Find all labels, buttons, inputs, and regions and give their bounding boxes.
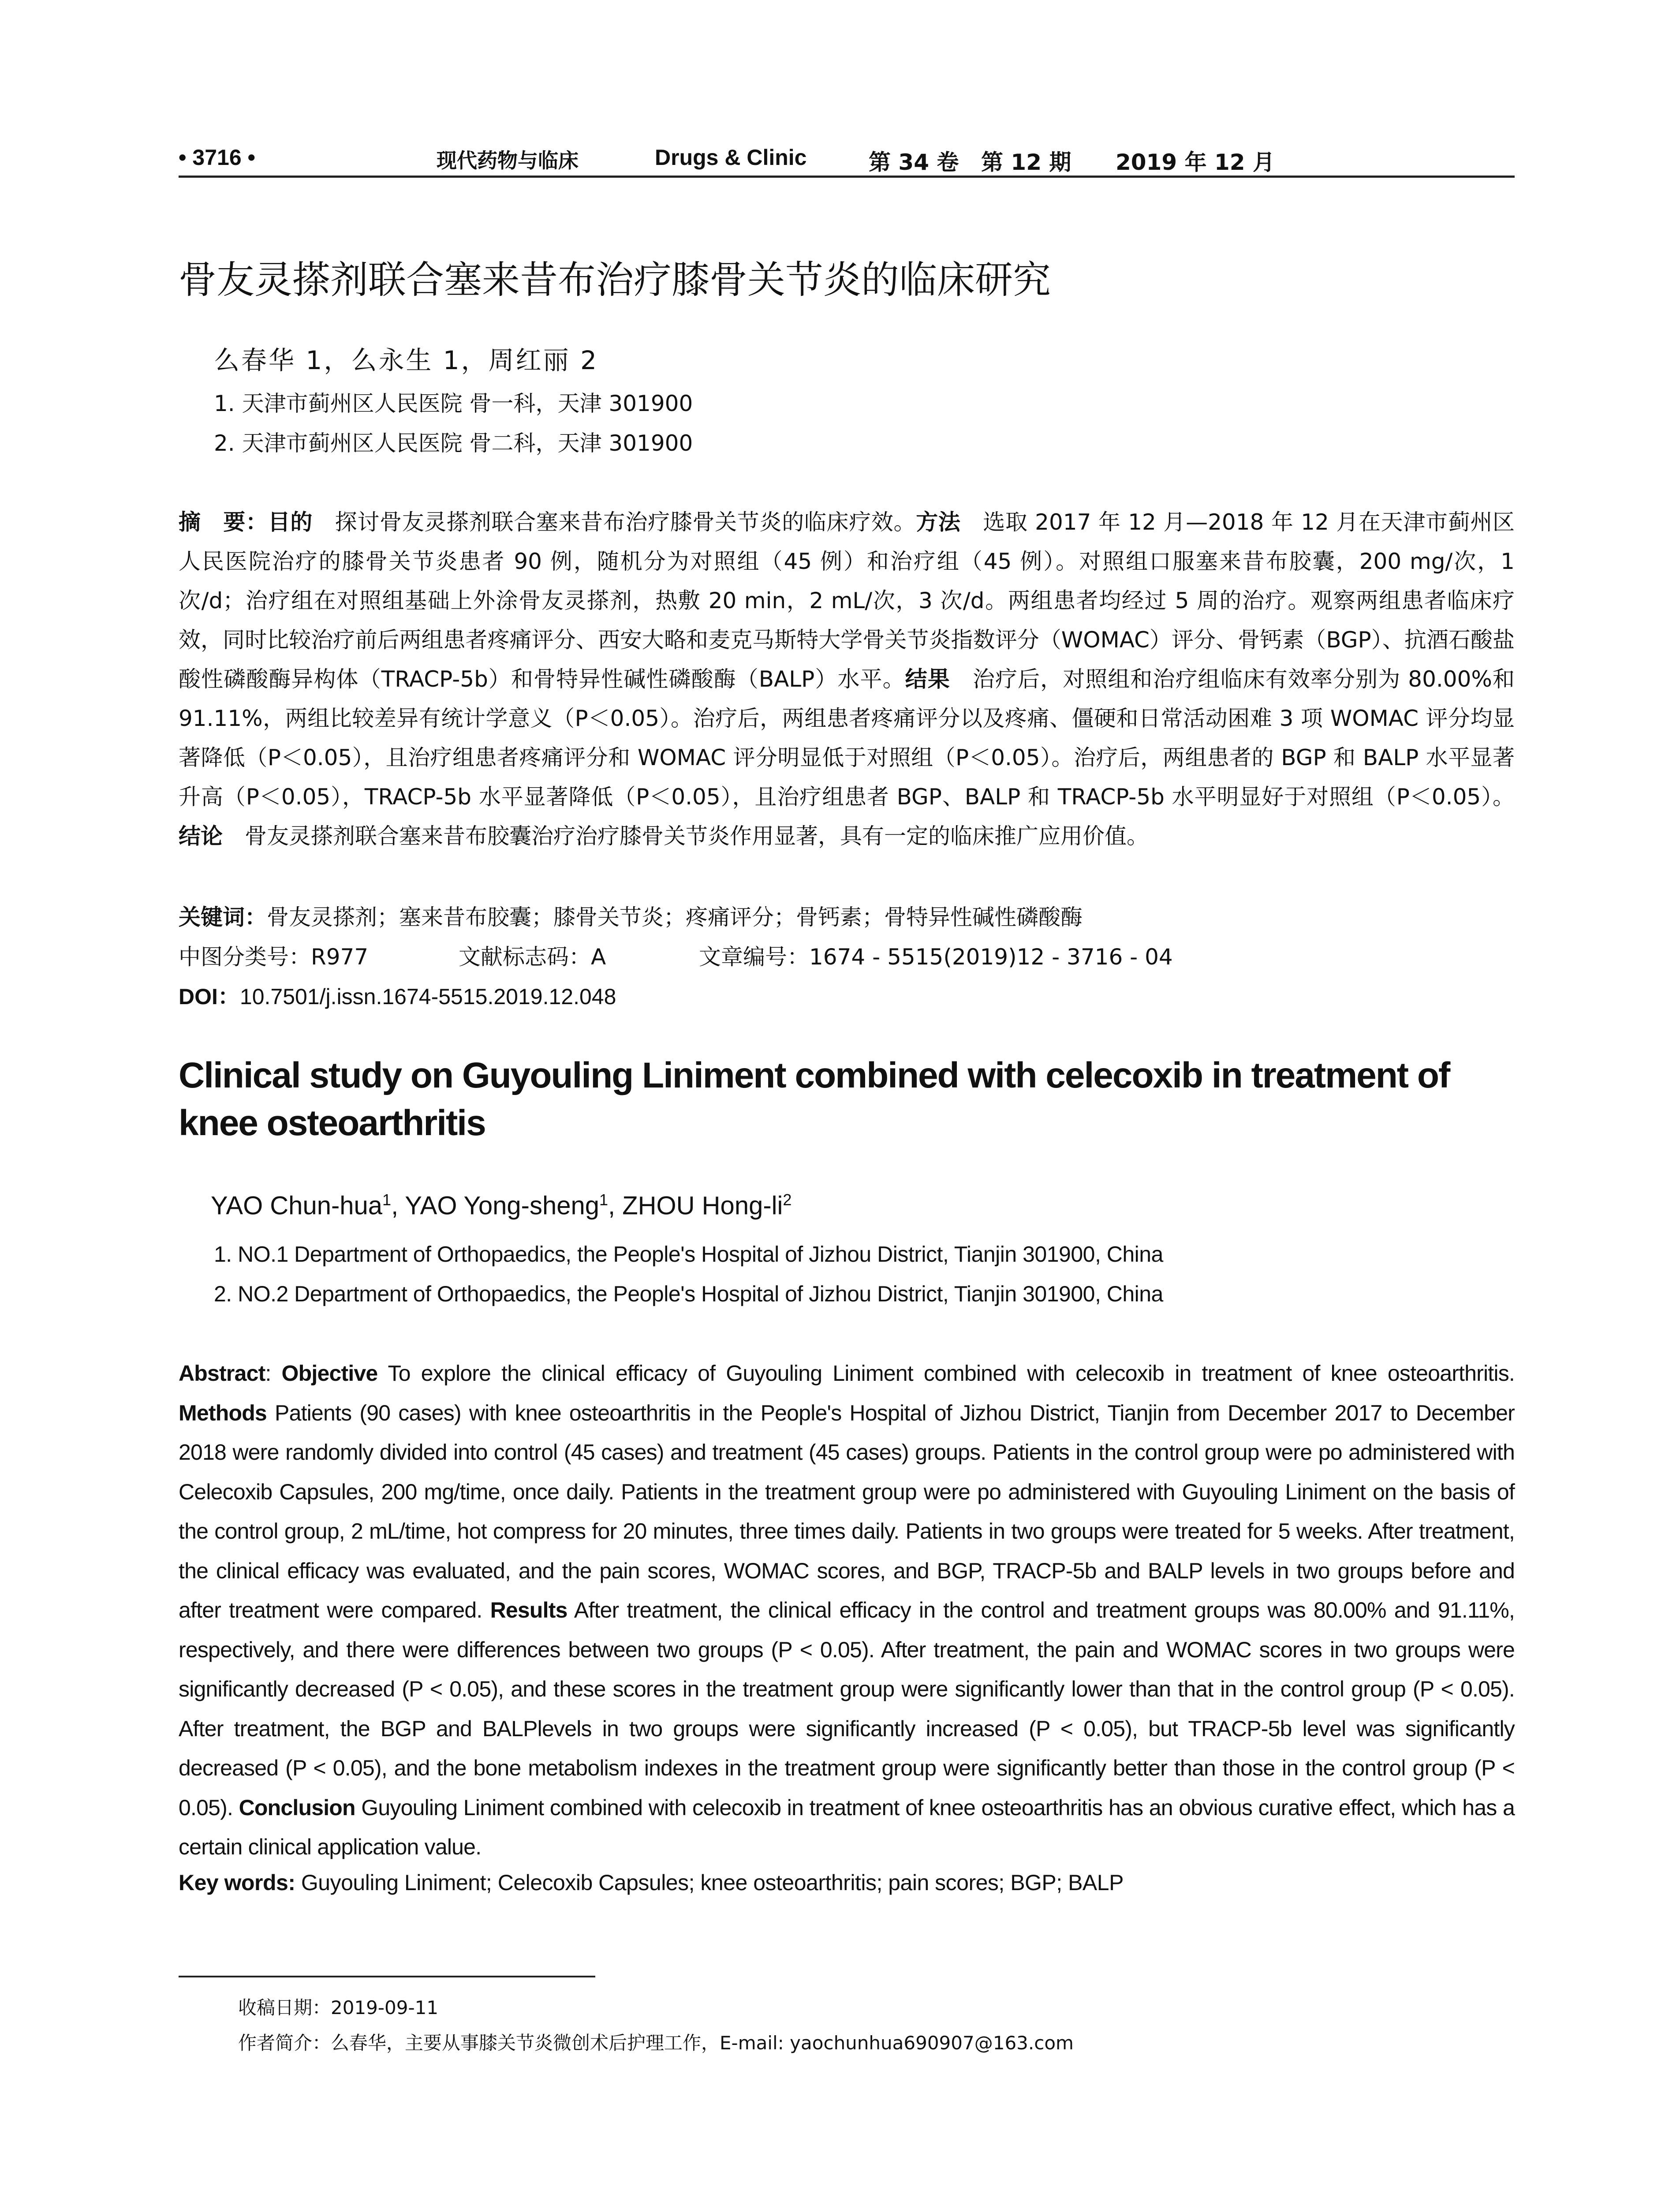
cn-title: 骨友灵搽剂联合塞来昔布治疗膝骨关节炎的临床研究 <box>179 258 1051 302</box>
en-abstract-label: Abstract <box>179 1361 265 1386</box>
en-objective: To explore the clinical efficacy of Guyouling Liniment combined with celecoxib in treatment of knee osteoarthritis. <box>377 1361 1515 1386</box>
cn-keywords-line <box>179 900 1083 931</box>
cn-affiliation-2: 2. 天津市蓟州区人民医院 骨二科，天津 301900 <box>214 430 693 456</box>
en-authors: YAO Chun-hua$^1$, YAO Yong-sheng$^1$, ZHOU Hong-$li^2$ <box>211 1191 792 1220</box>
cn-keywords: 骨友灵搽剂；塞来昔布胶囊；膝骨关节炎；疼痛评分；骨钙素；骨特异性碱性磷酸酶 <box>267 904 1083 930</box>
en-keywords-line <box>179 1870 1124 1895</box>
received-date: 收稿日期：2019-09-11 <box>238 1997 439 2018</box>
en-methods: Patients (90 cases) with knee osteoarthritis in the People's Hospital of Jizhou District, Tianjin from December 2017 to December 2018 were randomly divided into control (45 cases) and treatment (45 cases) groups. Patients in the control group were po administered with Celecoxib Capsules, 200 mg/time, once daily. Patients in the treatment group were po administered with Guyouling Liniment on the basis of the control group, 2 mL/time, hot compress for 20 minutes, three times daily. Patients in two groups were treated for 5 weeks. After treatment, the clinical efficacy was evaluated, and the pain scores, WOMAC scores, and BGP, TRACP-5b and BALP levels in two groups before and after treatment were compared. <box>179 1400 1515 1622</box>
cn-affiliation-1: 1. 天津市蓟州区人民医院 骨一科，天津 301900 <box>214 391 693 416</box>
cn-conclusion-label: 结论 <box>179 823 223 849</box>
cn-conclusion: 骨友灵搽剂联合塞来昔布胶囊治疗治疗膝骨关节炎作用显著，具有一定的临床推广应用价值。 <box>223 823 1149 849</box>
en-objective-label: Objective <box>281 1361 378 1386</box>
cn-objective: 探讨骨友灵搽剂联合塞来昔布治疗膝骨关节炎的临床疗效。 <box>313 509 916 535</box>
doi-label: DOI： <box>179 984 240 1009</box>
document-code: 文献标志码：A <box>459 944 606 970</box>
publication-date: 2019 年 12 月 <box>1116 149 1275 175</box>
en-abstract: Abstract: Objective To explore the clinical efficacy of Guyouling Liniment combined with celecoxib in treatment of knee osteoarthritis. Methods Patients (90 cases) with knee osteoarthritis in the People's Hospital of Jizhou District, Tianjin from December 2017 to December 2018 were randomly divided into control (45 cases) and treatment (45 cases) groups. Patients in the control group were po administered with Celecoxib Capsules, 200 mg/time, once daily. Patients in the treatment group were po administered with Guyouling Liniment on the basis of the control group, 2 mL/time, hot compress for 20 minutes, three times daily. Patients in two groups were treated for 5 weeks. After treatment, the clinical efficacy was evaluated, and the pain scores, WOMAC scores, and BGP, TRACP-5b and BALP levels in two groups before and after treatment were compared. Results After treatment, the clinical efficacy in the control and treatment groups was 80.00% and 91.11%, respectively, and there were differences between two groups (P < 0.05). After treatment, the pain and WOMAC scores in two groups were significantly decreased (P < 0.05), and these scores in the treatment group were significantly lower than that in the control group (P < 0.05). After treatment, the BGP and BALPlevels in two groups were significantly increased (P < 0.05), but TRACP-5b level was significantly decreased (P < 0.05), and the bone metabolism indexes in the treatment group were significantly better than those in the control group (P < 0.05). Conclusion Guyouling Liniment combined with celecoxib in treatment of knee osteoarthritis has an obvious curative effect, which has a certain clinical application value. <box>179 1361 1515 1859</box>
cn-results-label: 结果 <box>905 666 950 692</box>
cn-results: 治疗后，对照组和治疗组临床有效率分别为 80.00%和 91.11%，两组比较差异有统计学意义（P＜0.05）。治疗后，两组患者疼痛评分以及疼痛、僵硬和日常活动困难 3 项 WOMAC 评分均显著降低（P＜0.05），且治疗组患者疼痛评分和 WOMAC 评分明显低于对照组（P＜0.05）。治疗后，两组患者的 BGP 和 BALP 水平显著升高（P＜0.05），TRACP-5b 水平显著降低（P＜0.05），且治疗组患者 BGP、BALP 和 TRACP-5b 水平明显好于对照组（P＜0.05）。 <box>179 666 1515 810</box>
author-bio: 作者简介：么春华，主要从事膝关节炎微创术后护理工作，E-mail: yaochunhua690907@163.com <box>238 2032 1074 2054</box>
en-title: Clinical study on Guyouling Liniment combined with celecoxib in treatment of knee osteoarthritis <box>179 1055 1450 1143</box>
en-affiliation-1: 1. NO.1 Department of Orthopaedics, the People's Hospital of Jizhou District, Tianjin 301900, China <box>214 1242 1163 1267</box>
cn-classification-line <box>179 939 1173 971</box>
journal-name-cn: 现代药物与临床 <box>437 149 579 172</box>
en-results: After treatment, the clinical efficacy in the control and treatment groups was 80.00% and 91.11%, respectively, and there were differences between two groups (P < 0.05). After treatment, the pain and WOMAC scores in two groups were significantly decreased (P < 0.05), and these scores in the treatment group were significantly lower than that in the control group (P < 0.05). After treatment, the BGP and BALPlevels in two groups were significantly increased (P < 0.05), but TRACP-5b level was significantly decreased (P < 0.05), and the bone metabolism indexes in the treatment group were significantly better than those in the control group (P < 0.05). <box>179 1598 1515 1820</box>
en-keywords-label: Key words: <box>179 1870 295 1895</box>
clc-number: 中图分类号：R977 <box>179 944 369 970</box>
cn-methods-label: 方法 <box>916 509 961 535</box>
en-results-label: Results <box>490 1598 567 1622</box>
cn-keywords-label: 关键词： <box>179 904 267 930</box>
doi-line <box>179 979 616 1011</box>
issue: 第 12 期 <box>981 149 1071 175</box>
en-conclusion-label: Conclusion <box>239 1795 355 1820</box>
journal-name-en: Drugs & Clinic <box>655 145 807 170</box>
en-methods-label: Methods <box>179 1400 267 1425</box>
volume: 第 34 卷 <box>869 149 959 175</box>
cn-objective-label: 目的 <box>268 509 313 535</box>
cn-authors: 么春华 1，么永生 1，周红丽 2 <box>214 345 599 375</box>
en-keywords: Guyouling Liniment; Celecoxib Capsules; knee osteoarthritis; pain scores; BGP; BALP <box>295 1870 1124 1895</box>
page-number: • 3716 • <box>179 145 256 170</box>
cn-methods: 选取 2017 年 12 月—2018 年 12 月在天津市蓟州区人民医院治疗的膝骨关节炎患者 90 例，随机分为对照组（45 例）和治疗组（45 例）。对照组口服塞来昔布胶囊，200 mg/次，1 次/d；治疗组在对照组基础上外涂骨友灵搽剂，热敷 20 min，2 mL/次，3 次/d。两组患者均经过 5 周的治疗。观察两组患者临床疗效，同时比较治疗前后两组患者疼痛评分、西安大略和麦克马斯特大学骨关节炎指数评分（WOMAC）评分、骨钙素（BGP）、抗酒石酸盐酸性磷酸酶异构体（TRACP-5b）和骨特异性碱性磷酸酶（BALP）水平。 <box>179 509 1515 692</box>
cn-abstract <box>179 503 1515 856</box>
running-head <box>179 140 1515 178</box>
doi-link[interactable]: 10.7501/j.issn.1674-5515.2019.12.048 <box>239 984 616 1009</box>
en-affiliation-2: 2. NO.2 Department of Orthopaedics, the People's Hospital of Jizhou District, Tianjin 301900, China <box>214 1282 1163 1306</box>
article-number: 文章编号：1674 - 5515(2019)12 - 3716 - 04 <box>699 944 1173 970</box>
footnote-divider <box>179 1976 595 1977</box>
en-conclusion: Guyouling Liniment combined with celecoxib in treatment of knee osteoarthritis has an obvious curative effect, which has a certain clinical application value. <box>179 1795 1515 1859</box>
cn-abstract-label: 摘 要： <box>179 509 268 535</box>
